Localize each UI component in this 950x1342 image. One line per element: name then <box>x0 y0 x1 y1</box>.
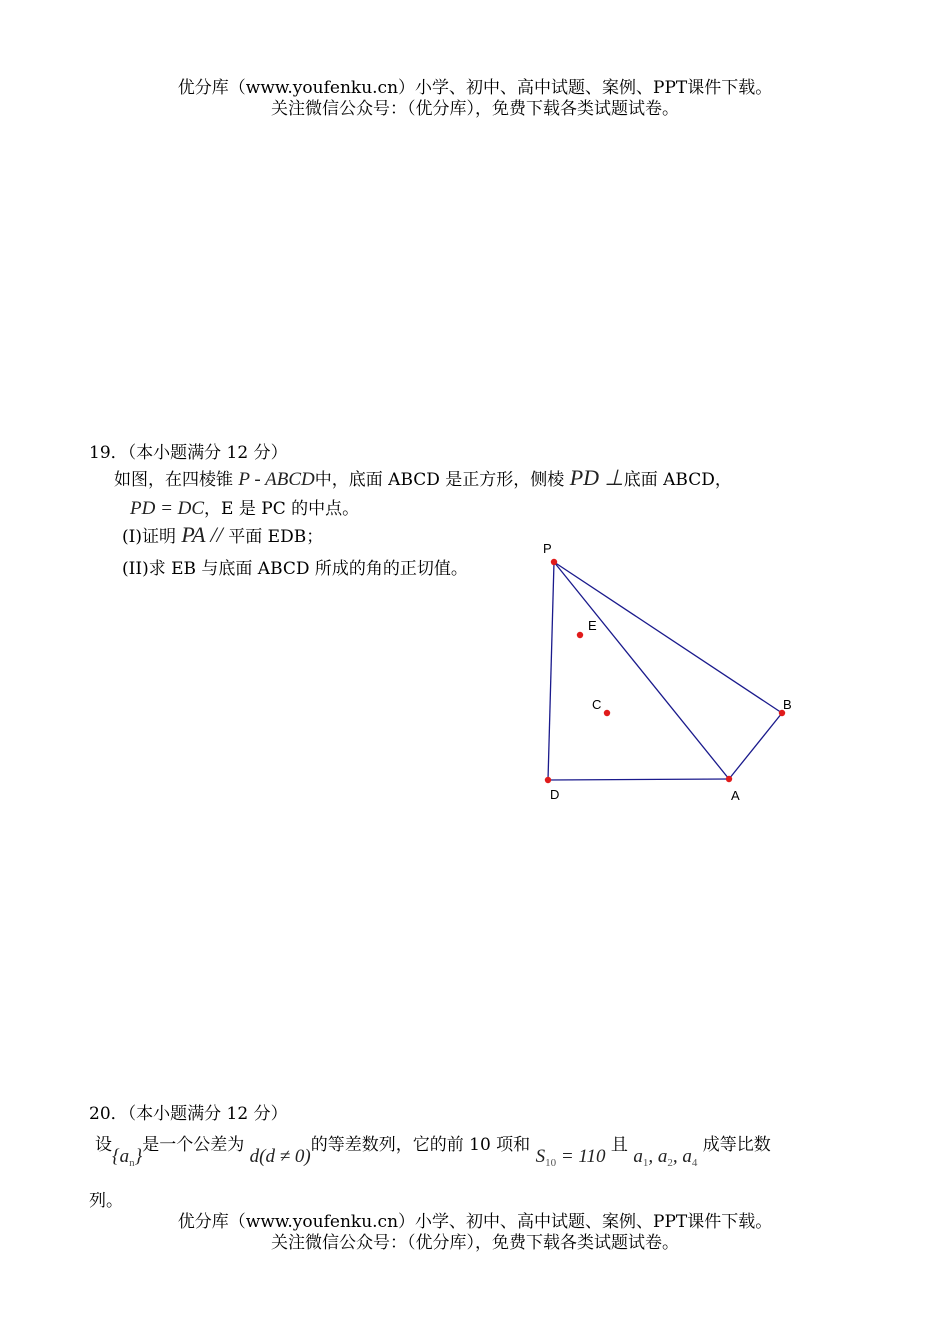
header-line-1: 优分库（www.youfenku.cn）小学、初中、高中试题、案例、PPT课件下载。 <box>177 78 773 98</box>
q19-line2-rest: ，E 是 PC 的中点。 <box>204 499 360 519</box>
point-c <box>604 710 610 716</box>
edge-da <box>548 779 729 780</box>
q20-text-c: 的等差数列，它的前 10 项和 <box>310 1135 531 1155</box>
q20-line-2: 列。 <box>89 1191 123 1211</box>
q20-math-s-rest: = 110 <box>556 1146 606 1167</box>
label-p: P <box>543 541 552 556</box>
edge-pd <box>548 562 554 780</box>
edge-ab <box>729 713 782 779</box>
edge-pa <box>554 562 729 779</box>
q20-math-a2-sub: 2 <box>667 1157 673 1169</box>
q20-math-a2: , a <box>648 1146 668 1167</box>
q20-math-s <box>536 1146 606 1167</box>
q19-intro-b: 中，底面 ABCD 是正方形，侧棱 <box>314 470 565 490</box>
q20-math-an-sub: n <box>129 1157 135 1169</box>
q19-intro-a: 如图，在四棱锥 <box>114 470 233 490</box>
q20-math-s-sub: 10 <box>545 1157 557 1169</box>
q19-part1-b: 平面 EDB； <box>228 527 324 547</box>
q20-math-an <box>112 1146 142 1167</box>
q20-text-d: 且 <box>610 1135 628 1155</box>
q20-text-b: 是一个公差为 <box>142 1135 245 1155</box>
point-a <box>726 776 732 782</box>
q20-math-a4: , a <box>672 1146 692 1167</box>
label-d: D <box>550 787 560 802</box>
q19-part1-a: (I)证明 <box>122 527 176 547</box>
footer-line-2: 关注微信公众号：（优分库），免费下载各类试题试卷。 <box>271 1233 679 1253</box>
q19-math-pddc: PD = DC <box>130 498 205 519</box>
label-c: C <box>592 697 602 712</box>
q20-math-s-letter: S <box>535 1146 546 1167</box>
q20-math-an-close: } <box>134 1146 143 1167</box>
q19-math-pabcd: P - ABCD <box>238 469 315 490</box>
q20-math-a1: a <box>633 1146 643 1167</box>
q19-intro-c: 底面 ABCD， <box>623 470 732 490</box>
q20-line-1 <box>95 1130 771 1169</box>
q20-title: 20．（本小题满分 12 分） <box>89 1104 288 1124</box>
header-line-2: 关注微信公众号：（优分库），免费下载各类试题试卷。 <box>271 99 679 119</box>
q19-math-pd: PD ⊥ <box>569 465 624 490</box>
footer-line-1: 优分库（www.youfenku.cn）小学、初中、高中试题、案例、PPT课件下载。 <box>177 1212 773 1232</box>
q20-math-a4-sub: 4 <box>691 1157 698 1169</box>
point-p <box>551 559 557 565</box>
q20-math-d: d(d ≠ 0) <box>249 1146 311 1167</box>
q20-math-an-open: {a <box>112 1146 130 1167</box>
label-a: A <box>731 788 740 803</box>
q20-math-a1-sub: 1 <box>642 1157 649 1169</box>
q20-text-a: 设 <box>95 1135 112 1155</box>
q19-part-2: (II)求 EB 与底面 ABCD 所成的角的正切值。 <box>122 559 468 579</box>
q19-math-pa: PA // <box>181 522 229 547</box>
label-b: B <box>783 697 792 712</box>
q19-title: 19．（本小题满分 12 分） <box>89 443 288 463</box>
point-d <box>545 777 551 783</box>
point-e <box>577 632 583 638</box>
q20-text-e: 成等比数 <box>702 1135 771 1155</box>
label-e: E <box>588 618 597 633</box>
q20-math-a124 <box>633 1146 697 1167</box>
edge-pb <box>554 562 782 713</box>
